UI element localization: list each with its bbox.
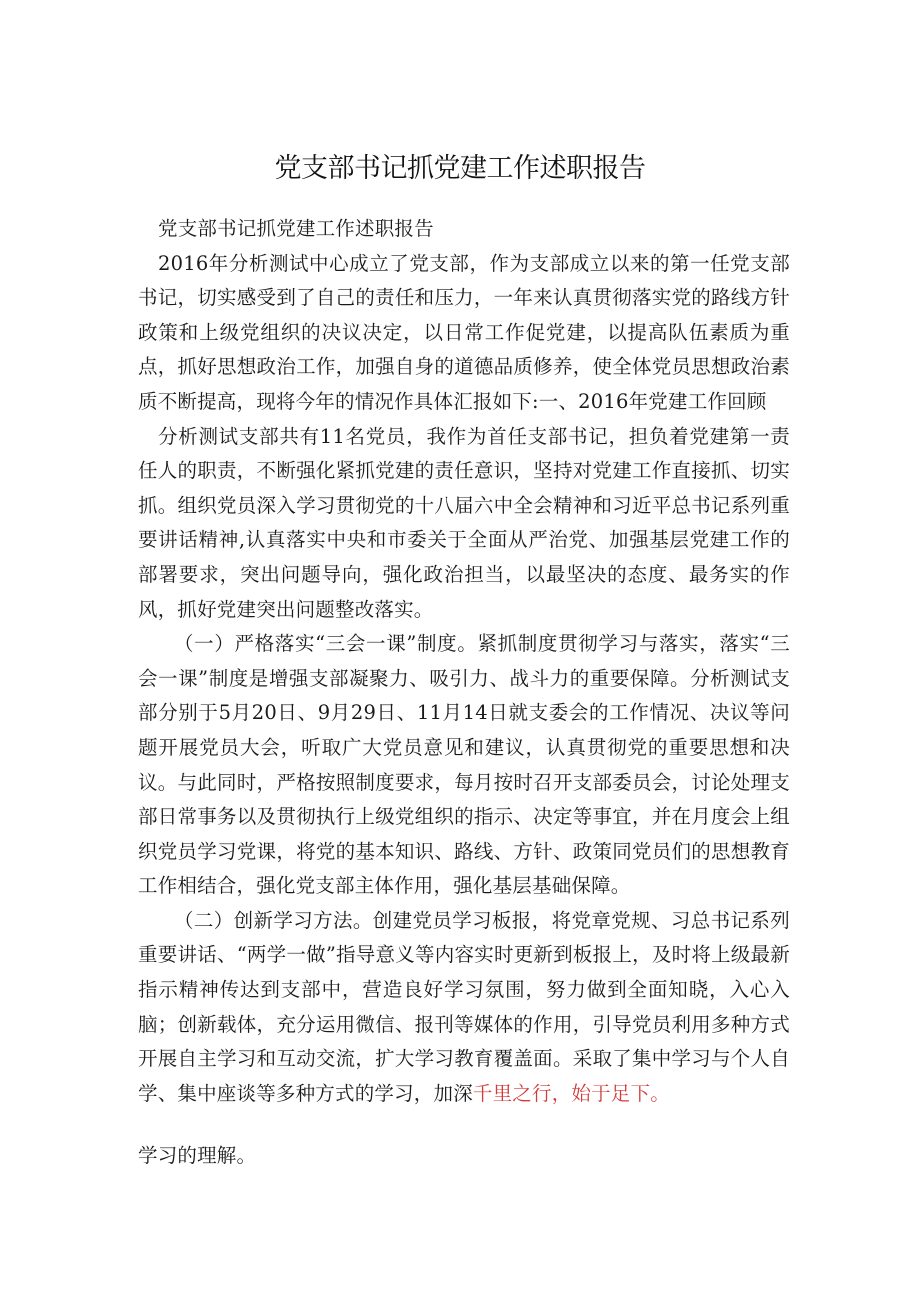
paragraph-three-meetings: （一）严格落实“三会一课”制度。紧抓制度贯彻学习与落实，落实“三会一课”制度是增强支部凝聚力、吸引力、战斗力的重要保障。分析测试支部分别于5月20日、9月29日、11月14日就支委会的工作情况、决议等问题开展党员大会，听取广大党员意见和建议，认真贯彻党的重要思想和决议。与此同时，严格按照制度要求，每月按时召开支部委员会，讨论处理支部日常事务以及贯彻执行上级党组织的指示、决定等事宜，并在月度会上组织党员学习党课，将党的基本知识、路线、方针、政策同党员们的思想教育工作相结合，强化党支部主体作用，强化基层基础保障。 <box>138 632 790 898</box>
paragraph-learning-main: （二）创新学习方法。创建党员学习板报，将党章党规、习总书记系列重要讲话、“两学一做”指导意义等内容实时更新到板报上，及时将上级最新指示精神传达到支部中，营造良好学习氛围，努力做到全面知晓，入心入脑；创新载体，充分运用微信、报刊等媒体的作用，引导党员利用多种方式开展自主学习和互动交流，扩大学习教育覆盖面。采取了集中学习与个人自学、集中座谈等多种方式的学习，加深 <box>138 908 790 1105</box>
highlighted-red-text: 千里之行，始于足下。 <box>472 1081 670 1105</box>
paragraph-tail: 学习的理解。 <box>138 1144 257 1167</box>
document-subtitle: 党支部书记抓党建工作述职报告 <box>158 217 434 240</box>
paragraph-intro: 2016年分析测试中心成立了党支部，作为支部成立以来的第一任党支部书记，切实感受到了自己的责任和压力，一年来认真贯彻落实党的路线方针政策和上级党组织的决议决定，以日常工作促党建，以提高队伍素质为重点，抓好思想政治工作，加强自身的道德品质修养，使全体党员思想政治素质不断提高，现将今年的情况作具体汇报如下:一、2016年党建工作回顾 <box>138 251 790 413</box>
paragraph-learning-methods <box>138 904 790 1112</box>
document-body <box>138 212 790 1111</box>
paragraph-members: 分析测试支部共有11名党员，我作为首任支部书记，担负着党建第一责任人的职责，不断强化紧抓党建的责任意识，坚持对党建工作直接抓、切实抓。组织党员深入学习贯彻党的十八届六中全会精神和习近平总书记系列重要讲话精神,认真落实中央和市委关于全面从严治党、加强基层党建工作的部署要求，突出问题导向，强化政治担当，以最坚决的态度、最务实的作风，抓好党建突出问题整改落实。 <box>138 424 790 621</box>
document-title: 党支部书记抓党建工作述职报告 <box>274 153 646 184</box>
